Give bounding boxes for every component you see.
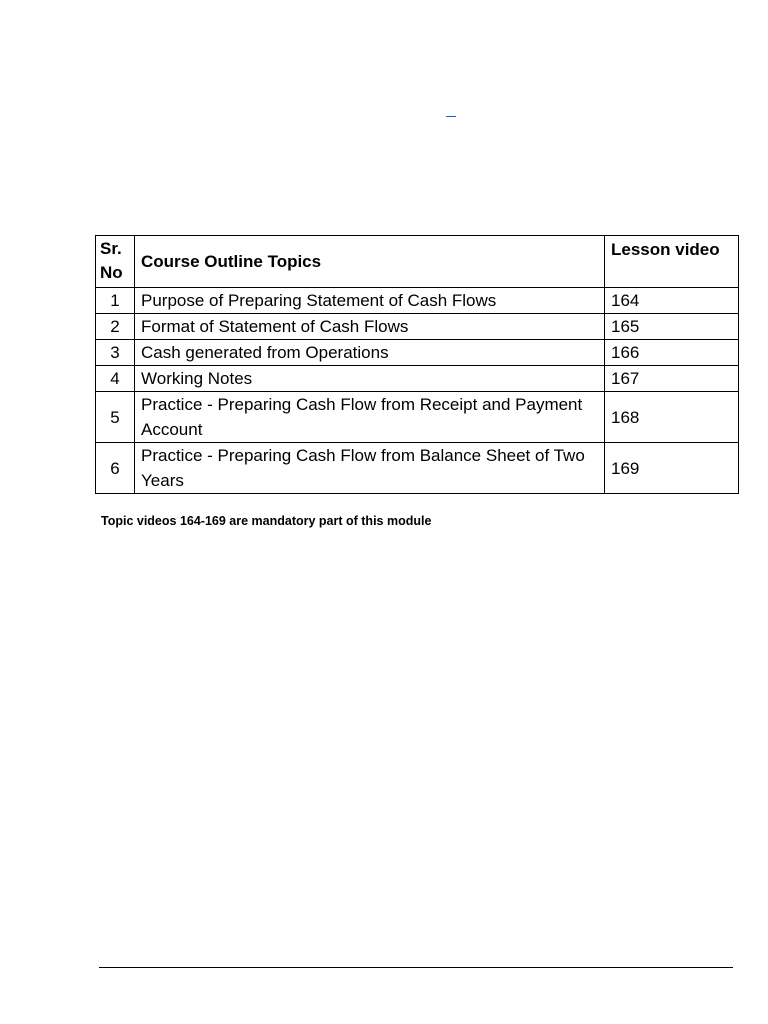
lesson-video-header: Lesson video	[605, 236, 739, 288]
lesson-video-cell: 166	[605, 340, 739, 366]
sr-no-cell: 4	[96, 366, 135, 392]
lesson-video-cell: 169	[605, 443, 739, 494]
topic-cell: Purpose of Preparing Statement of Cash Flows	[135, 288, 605, 314]
sr-no-cell: 5	[96, 392, 135, 443]
topic-cell: Format of Statement of Cash Flows	[135, 314, 605, 340]
sr-no-cell: 6	[96, 443, 135, 494]
table-row	[96, 288, 739, 314]
sr-header-line1: Sr.	[100, 239, 122, 258]
lesson-video-cell: 165	[605, 314, 739, 340]
lesson-video-cell: 164	[605, 288, 739, 314]
sr-no-cell: 1	[96, 288, 135, 314]
header-dash	[446, 116, 456, 117]
lesson-video-cell: 168	[605, 392, 739, 443]
lesson-video-cell: 167	[605, 366, 739, 392]
topic-cell: Practice - Preparing Cash Flow from Receipt and Payment Account	[135, 392, 605, 443]
table-row	[96, 443, 739, 494]
topic-cell: Working Notes	[135, 366, 605, 392]
mandatory-note: Topic videos 164-169 are mandatory part of this module	[101, 514, 432, 528]
sr-header-line2: No	[100, 263, 123, 282]
sr-no-header	[96, 236, 135, 288]
table-row	[96, 366, 739, 392]
topic-header: Course Outline Topics	[135, 236, 605, 288]
footer-rule	[99, 967, 733, 968]
sr-no-cell: 2	[96, 314, 135, 340]
table-row	[96, 314, 739, 340]
course-outline-table	[95, 235, 739, 494]
topic-cell: Cash generated from Operations	[135, 340, 605, 366]
sr-no-cell: 3	[96, 340, 135, 366]
table-header-row	[96, 236, 739, 288]
table-row	[96, 392, 739, 443]
table-row	[96, 340, 739, 366]
topic-cell: Practice - Preparing Cash Flow from Balance Sheet of Two Years	[135, 443, 605, 494]
